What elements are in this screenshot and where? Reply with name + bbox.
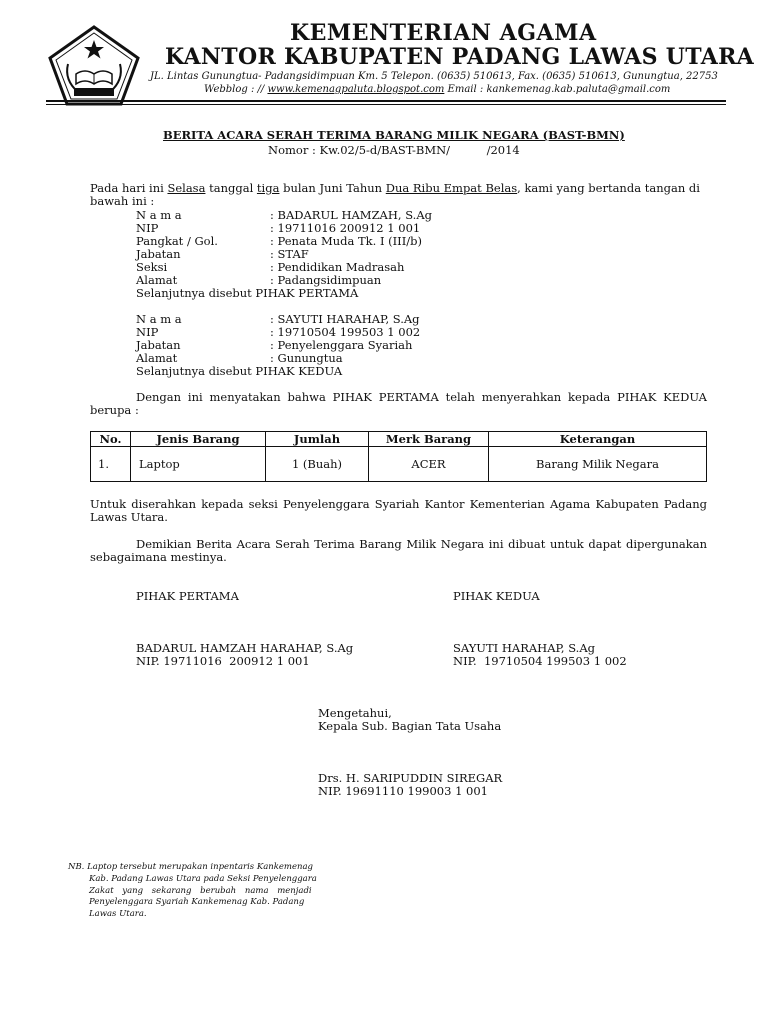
party1-rank-label: Pangkat / Gol. [136,234,218,248]
party1-rank-value: : Penata Muda Tk. I (III/b) [270,234,422,248]
party1-section-label: Seksi [136,260,168,274]
web-label: Webblog : // [204,84,265,95]
party1-address-label: Alamat [136,273,178,287]
intro-date: tiga [256,181,280,195]
email-address: kankemenag.kab.paluta@gmail.com [486,84,671,95]
header-rule-thick [46,100,726,102]
party1-name-value: : BADARUL HAMZAH, S.Ag [270,208,432,222]
column-header-no: No. [91,432,131,447]
cell-brand: ACER [369,447,489,482]
closing-paragraph: Demikian Berita Acara Serah Terima Barang Milik Negara ini dibuat untuk dapat dipergunakan sebagaimana mestinya. [90,537,707,564]
second-party-name: SAYUTI HARAHAP, S.Ag [453,641,596,655]
intro-text: Pada hari ini [90,181,164,195]
handover-paragraph: Dengan ini menyatakan bahwa PIHAK PERTAMA telah menyerahkan kepada PIHAK KEDUA berupa : [90,390,707,417]
footnote-line: Zakat yang sekarang berubah nama menjadi [89,885,312,896]
party2-designation: Selanjutnya disebut PIHAK KEDUA [136,364,343,378]
intro-year: Dua Ribu Empat Belas [385,181,518,195]
intro-line-1 [90,182,700,195]
column-header-remarks: Keterangan [489,432,707,447]
footnote-line: Penyelenggara Syariah Kankemenag Kab. Padang [89,897,305,908]
party2-name-label: N a m a [136,312,182,326]
acknowledgement-label: Mengetahui, [318,706,392,720]
purpose-paragraph: Untuk diserahkan kepada seksi Penyelenggara Syariah Kantor Kementerian Agama Kabupaten Padang Lawas Utara. [90,497,707,524]
intro-text: tanggal [209,181,254,195]
intro-line-2: bawah ini : [90,194,155,208]
items-table [90,431,707,482]
ministry-name: KEMENTERIAN AGAMA [290,20,597,46]
acknowledgement-title: Kepala Sub. Bagian Tata Usaha [318,719,502,733]
column-header-quantity: Jumlah [266,432,369,447]
party1-section-value: : Pendidikan Madrasah [270,260,405,274]
party2-address-label: Alamat [136,351,178,365]
second-party-nip: NIP. 19710504 199503 1 002 [453,654,627,668]
party1-name-label: N a m a [136,208,182,222]
ministry-logo-icon [46,24,142,106]
first-party-name: BADARUL HAMZAH HARAHAP, S.Ag [136,641,354,655]
column-header-brand: Merk Barang [369,432,489,447]
acknowledgement-nip: NIP. 19691110 199003 1 001 [318,784,488,798]
acknowledgement-name: Drs. H. SARIPUDDIN SIREGAR [318,771,503,785]
party1-nip-label: NIP [136,221,159,235]
party2-nip-label: NIP [136,325,159,339]
second-party-label: PIHAK KEDUA [453,589,540,603]
party2-nip-value: : 19710504 199503 1 002 [270,325,421,339]
header-rule-thin [46,104,726,105]
footnote-line: Kab. Padang Lawas Utara pada Seksi Penyelenggara [89,873,317,884]
document-number: Nomor : Kw.02/5-d/BAST-BMN/ /2014 [268,143,520,157]
party2-address-value: : Gunungtua [270,351,343,365]
office-name: KANTOR KABUPATEN PADANG LAWAS UTARA [165,44,755,70]
table-header-row [91,432,707,447]
logo-motto: IKHLAS BERAMAL [76,88,111,93]
office-contact [204,84,670,95]
intro-text: bulan Juni Tahun [283,181,383,195]
first-party-label: PIHAK PERTAMA [136,589,239,603]
party2-position-label: Jabatan [136,338,181,352]
web-link[interactable]: www.kemenagpaluta.blogspot.com [267,84,445,95]
footnote-line: NB. Laptop tersebut merupakan inpentaris Kankemenag [68,862,313,872]
intro-day: Selasa [167,181,206,195]
document-title: BERITA ACARA SERAH TERIMA BARANG MILIK NEGARA (BAST-BMN) [163,128,625,142]
party1-address-value: : Padangsidimpuan [270,273,382,287]
footnote-line: Lawas Utara. [89,909,147,920]
party2-name-value: : SAYUTI HARAHAP, S.Ag [270,312,420,326]
email-label: Email : [447,84,484,95]
cell-remarks: Barang Milik Negara [489,447,707,482]
cell-no: 1. [91,447,131,482]
party1-designation: Selanjutnya disebut PIHAK PERTAMA [136,286,359,300]
table-row [91,447,707,482]
intro-text: , kami yang bertanda tangan di [517,181,700,195]
cell-item-type: Laptop [131,447,266,482]
party1-position-label: Jabatan [136,247,181,261]
column-header-item-type: Jenis Barang [131,432,266,447]
cell-quantity: 1 (Buah) [266,447,369,482]
party2-position-value: : Penyelenggara Syariah [270,338,413,352]
party1-position-value: : STAF [270,247,309,261]
party1-nip-value: : 19711016 200912 1 001 [270,221,421,235]
office-address: JL. Lintas Gunungtua- Padangsidimpuan Km. 5 Telepon. (0635) 510613, Fax. (0635) 510613, Gunungtua, 22753 [150,71,718,82]
footnote [68,862,317,921]
first-party-nip: NIP. 19711016 200912 1 001 [136,654,310,668]
